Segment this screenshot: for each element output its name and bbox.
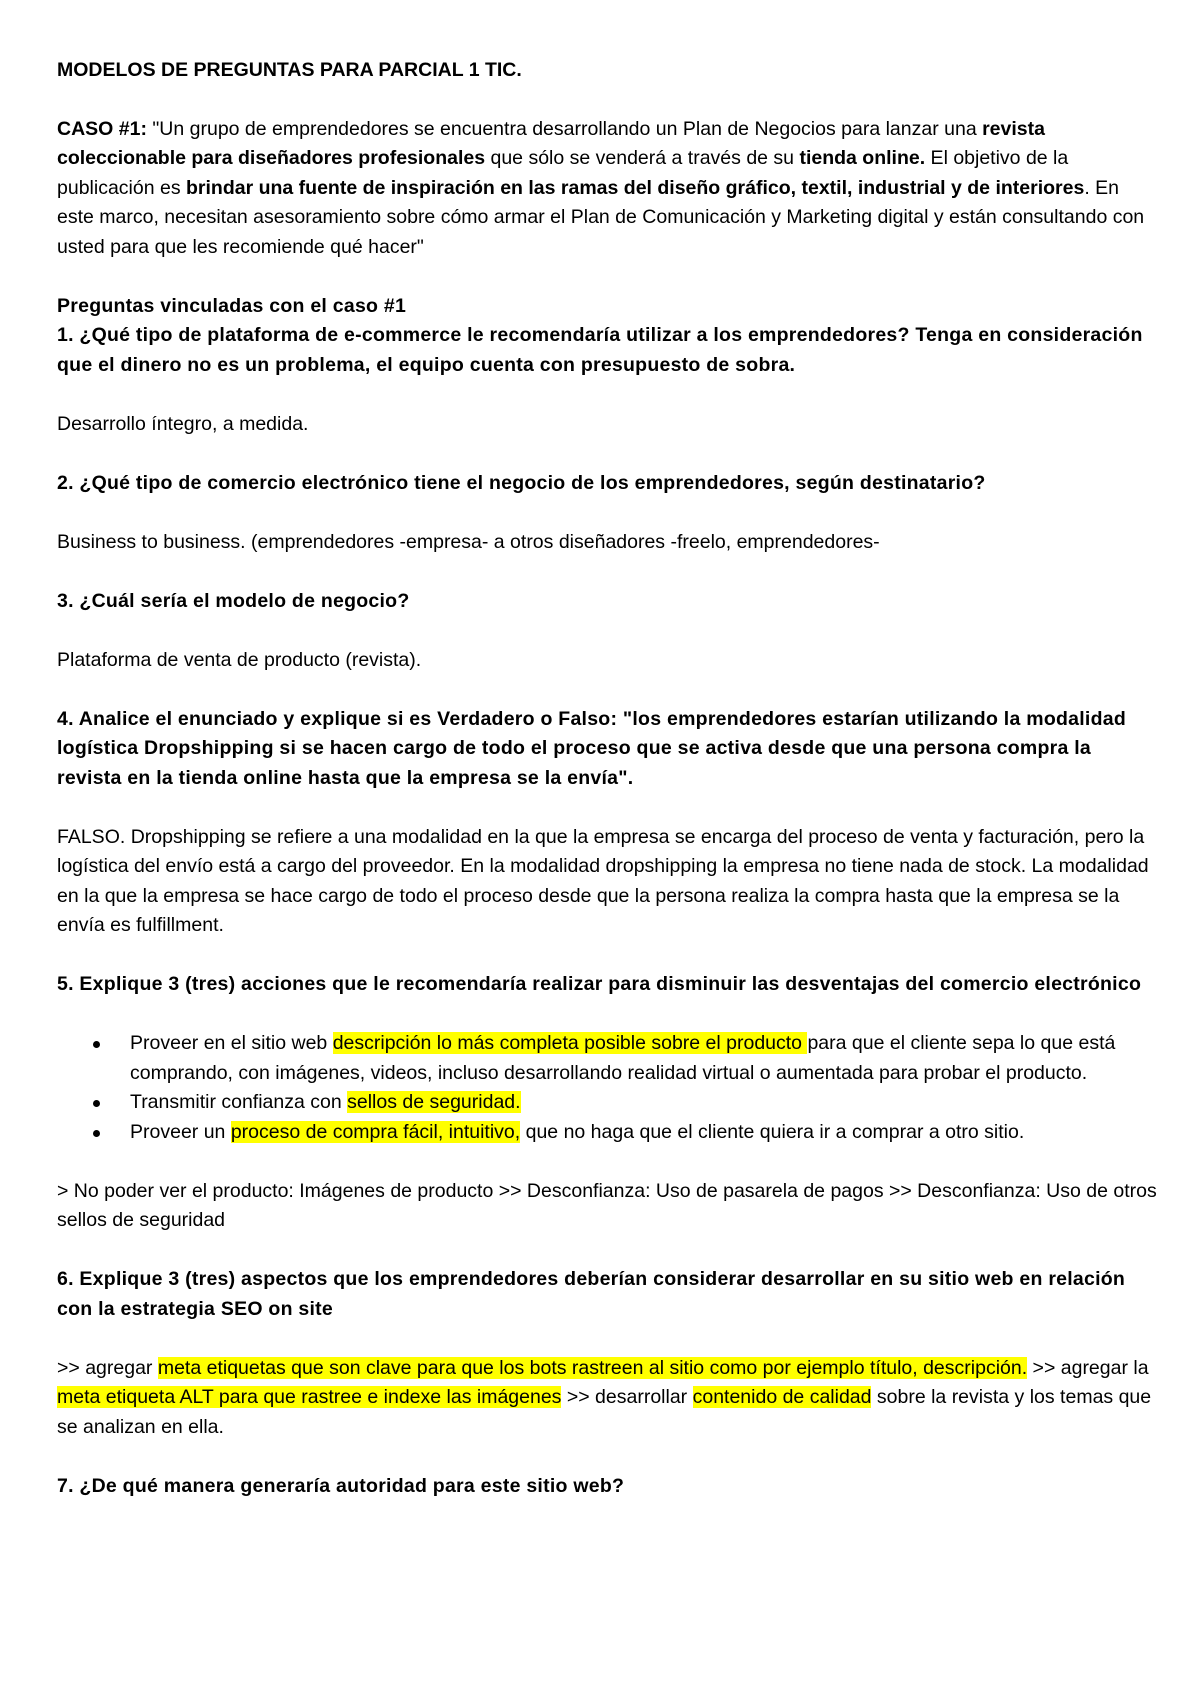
question-1: 1. ¿Qué tipo de plataforma de e-commerce le recomendaría utilizar a los emprendedores? Tenga en consideración que el dinero no es un problema, el equipo cuenta con presupuesto de sobra. bbox=[57, 324, 1143, 376]
list-item bbox=[57, 1088, 1157, 1118]
case-emphasis: brindar una fuente de inspiración en las ramas del diseño gráfico, textil, industrial y de interiores bbox=[186, 176, 1085, 199]
case-paragraph bbox=[57, 115, 1157, 263]
question-2: 2. ¿Qué tipo de comercio electrónico tiene el negocio de los emprendedores, según destinatario? bbox=[57, 471, 986, 494]
list-item-text: Transmitir confianza con bbox=[130, 1091, 348, 1113]
case-emphasis: tienda online. bbox=[799, 147, 926, 169]
case-text: . En este marco, necesitan asesoramiento sobre cómo armar el Plan de Comunicación y Marketing digital y están consultando con usted para que les recomiende qué hacer" bbox=[57, 176, 1145, 258]
list-item-text: Proveer un bbox=[130, 1120, 231, 1143]
answer-5-note: > No poder ver el producto: Imágenes de producto >> Desconfianza: Uso de pasarela de pagos >> Desconfianza: Uso de otros sellos de seguridad bbox=[57, 1179, 1157, 1231]
question-7: 7. ¿De qué manera generaría autoridad para este sitio web? bbox=[57, 1474, 625, 1497]
case-text: "Un grupo de emprendedores se encuentra desarrollando un Plan de Negocios para lanzar una bbox=[146, 117, 983, 140]
answer-text: >> agregar la bbox=[1027, 1356, 1149, 1379]
answer-text: sobre la revista y los temas que se analizan en ella. bbox=[57, 1386, 1152, 1438]
highlighted-text: proceso de compra fácil, intuitivo, bbox=[230, 1120, 521, 1143]
list-item-text: para que el cliente sepa lo que está comprando, con imágenes, videos, incluso desarrollando realidad virtual o aumentada para probar el producto. bbox=[130, 1032, 1116, 1084]
highlighted-text: descripción lo más completa posible sobre el producto bbox=[332, 1032, 808, 1054]
list-item bbox=[57, 1118, 1157, 1148]
question-6: 6. Explique 3 (tres) aspectos que los emprendedores deberían considerar desarrollar en su sitio web en relación con la estrategia SEO on site bbox=[57, 1268, 1126, 1320]
question-4: 4. Analice el enunciado y explique si es Verdadero o Falso: "los emprendedores estarían utilizando la modalidad logística Dropshipping si se hacen cargo de todo el proceso que se activa desde que una persona compra la revista en la tienda online hasta que la empresa se la envía". bbox=[57, 707, 1126, 789]
answer-4: FALSO. Dropshipping se refiere a una modalidad en la que la empresa se encarga del proceso de venta y facturación, pero la logística del envío está a cargo del proveedor. En la modalidad dropshipping la empresa no tiene nada de stock. La modalidad en la que la empresa se hace cargo de todo el proceso desde que la persona realiza la compra hasta que la empresa se la envía es fulfillment. bbox=[57, 825, 1149, 936]
answer-text: >> agregar bbox=[57, 1356, 158, 1379]
section-heading: Preguntas vinculadas con el caso #1 bbox=[57, 294, 407, 317]
bullet-icon bbox=[93, 1100, 100, 1107]
highlighted-text: meta etiquetas que son clave para que los bots rastreen al sitio como por ejemplo título, descripción. bbox=[157, 1356, 1028, 1379]
list-item-text: Proveer en el sitio web bbox=[130, 1032, 333, 1054]
answer-6 bbox=[57, 1354, 1157, 1443]
highlighted-text: sellos de seguridad. bbox=[347, 1091, 521, 1113]
case-emphasis: revista coleccionable para diseñadores profesionales bbox=[57, 117, 1045, 169]
answer-5-list bbox=[57, 1029, 1157, 1147]
case-text: que sólo se venderá a través de su bbox=[485, 147, 800, 169]
list-item-text: que no haga que el cliente quiera ir a comprar a otro sitio. bbox=[520, 1120, 1025, 1143]
highlighted-text: contenido de calidad bbox=[692, 1386, 872, 1408]
answer-2: Business to business. (emprendedores -empresa- a otros diseñadores -freelo, emprendedores- bbox=[57, 530, 880, 553]
document-page bbox=[57, 56, 1157, 1501]
list-item bbox=[57, 1029, 1157, 1088]
question-5: 5. Explique 3 (tres) acciones que le recomendaría realizar para disminuir las desventajas del comercio electrónico bbox=[57, 973, 1142, 995]
question-3: 3. ¿Cuál sería el modelo de negocio? bbox=[57, 589, 410, 612]
answer-1: Desarrollo íntegro, a medida. bbox=[57, 412, 309, 435]
bullet-icon bbox=[93, 1041, 100, 1048]
case-text: El objetivo de la publicación es bbox=[57, 147, 1069, 199]
document-title: MODELOS DE PREGUNTAS PARA PARCIAL 1 TIC. bbox=[57, 59, 522, 81]
answer-3: Plataforma de venta de producto (revista). bbox=[57, 648, 422, 671]
case-label: CASO #1: bbox=[57, 117, 147, 140]
highlighted-text: meta etiqueta ALT para que rastree e indexe las imágenes bbox=[57, 1386, 562, 1408]
bullet-icon bbox=[93, 1130, 100, 1137]
answer-text: >> desarrollar bbox=[561, 1386, 693, 1408]
